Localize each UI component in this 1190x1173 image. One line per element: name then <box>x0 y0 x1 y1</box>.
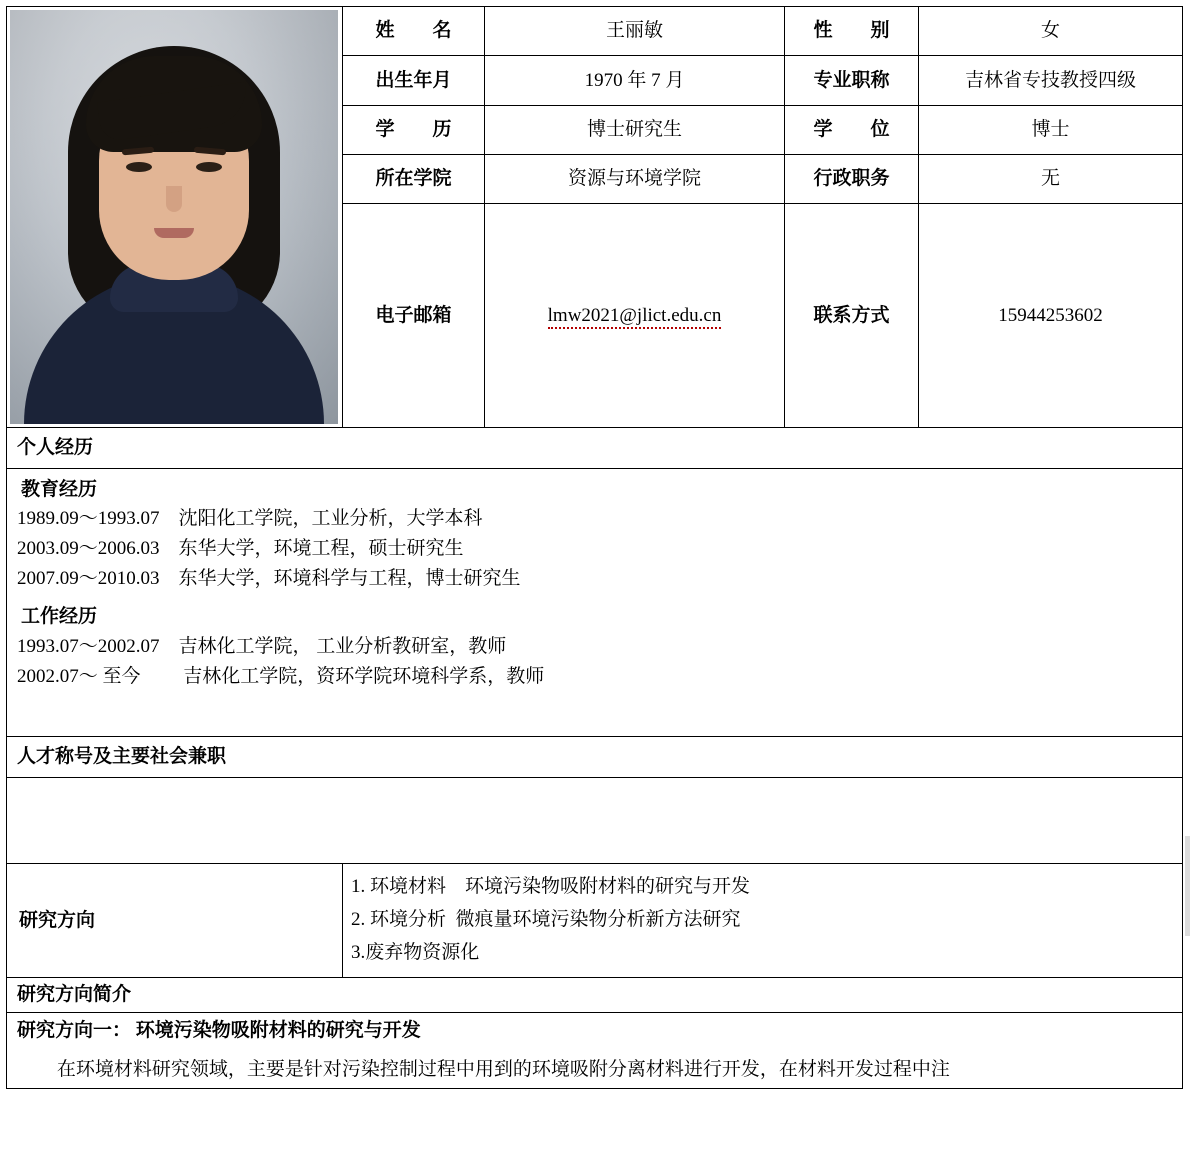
experience-block <box>7 468 1183 736</box>
education-line: 2003.09～2006.03 东华大学，环境工程，硕士研究生 <box>17 538 464 560</box>
teacher-photo <box>10 10 338 424</box>
label-research-directions: 研究方向 <box>7 863 343 978</box>
table-row <box>7 1049 1183 1089</box>
research-direction-one-title: 研究方向一： 环境污染物吸附材料的研究与开发 <box>7 1013 1183 1049</box>
table-row <box>7 863 1183 978</box>
section-header-personal-experience: 个人经历 <box>7 428 1183 469</box>
value-birthdate: 1970 年 7 月 <box>485 56 785 105</box>
label-gender: 性 别 <box>785 7 919 56</box>
photo-cell <box>7 7 343 428</box>
education-line: 1989.09～1993.07 沈阳化工学院，工业分析，大学本科 <box>17 508 483 530</box>
value-professional-title: 吉林省专技教授四级 <box>919 56 1183 105</box>
research-direction-one-body: 在环境材料研究领域，主要是针对污染控制过程中用到的环境吸附分离材料进行开发，在材料开发过程中注 <box>7 1049 1183 1089</box>
talent-titles-content <box>7 777 1183 863</box>
label-college: 所在学院 <box>343 154 485 203</box>
subheader-work: 工作经历 <box>21 606 98 628</box>
table-row <box>7 7 1183 56</box>
value-email <box>485 204 785 428</box>
portrait-illustration <box>10 10 338 424</box>
table-row <box>7 428 1183 469</box>
section-header-talent-titles: 人才称号及主要社会兼职 <box>7 737 1183 778</box>
table-row <box>7 1013 1183 1049</box>
label-admin-post: 行政职务 <box>785 154 919 203</box>
value-education-level: 博士研究生 <box>485 105 785 154</box>
research-directions-list <box>343 863 1183 978</box>
work-line: 1993.07～2002.07 吉林化工学院， 工业分析教研室，教师 <box>17 635 507 657</box>
nose-shape <box>166 186 182 212</box>
value-name: 王丽敏 <box>485 7 785 56</box>
document-page <box>0 6 1190 1173</box>
table-row <box>7 737 1183 778</box>
email-link[interactable]: lmw2021@jlict.edu.cn <box>548 305 722 329</box>
value-college: 资源与环境学院 <box>485 154 785 203</box>
mouth-shape <box>154 228 194 238</box>
research-direction-item: 1. 环境材料 环境污染物吸附材料的研究与开发 <box>351 875 751 897</box>
research-direction-item: 3.废弃物资源化 <box>351 942 480 964</box>
spacer <box>17 692 1172 726</box>
subheader-education: 教育经历 <box>21 478 98 500</box>
value-degree: 博士 <box>919 105 1183 154</box>
label-email: 电子邮箱 <box>343 204 485 428</box>
work-line: 2002.07～ 至今 吉林化工学院，资环学院环境科学系，教师 <box>17 665 545 687</box>
scrollbar-track[interactable] <box>1185 836 1190 936</box>
label-degree: 学 位 <box>785 105 919 154</box>
value-admin-post: 无 <box>919 154 1183 203</box>
label-professional-title: 专业职称 <box>785 56 919 105</box>
label-contact: 联系方式 <box>785 204 919 428</box>
eye-left <box>126 162 152 172</box>
section-header-research-intro: 研究方向简介 <box>7 978 1183 1013</box>
research-direction-item: 2. 环境分析 微痕量环境污染物分析新方法研究 <box>351 908 741 930</box>
label-name: 姓 名 <box>343 7 485 56</box>
label-birthdate: 出生年月 <box>343 56 485 105</box>
education-line: 2007.09～2010.03 东华大学，环境科学与工程，博士研究生 <box>17 568 521 590</box>
table-row <box>7 777 1183 863</box>
table-row <box>7 978 1183 1013</box>
label-education-level: 学 历 <box>343 105 485 154</box>
value-contact: 15944253602 <box>919 204 1183 428</box>
table-row <box>7 468 1183 736</box>
value-gender: 女 <box>919 7 1183 56</box>
eye-right <box>196 162 222 172</box>
profile-table <box>6 6 1183 1089</box>
